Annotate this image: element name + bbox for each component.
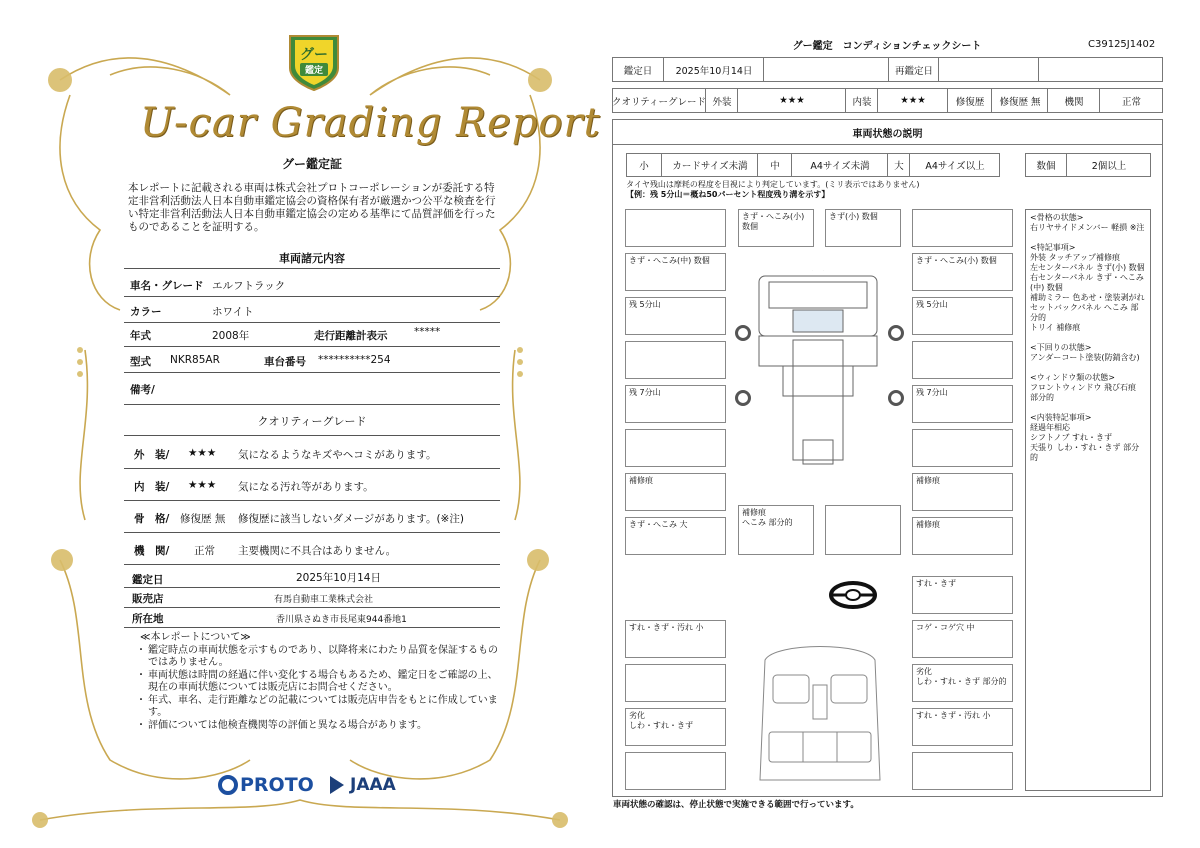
spec-value: 2008年 [212, 330, 250, 342]
note-line: セットバックパネル へこみ 部分的 [1030, 303, 1139, 322]
damage-text: 補修痕 [742, 508, 766, 517]
note-line: トリイ 補修痕 [1030, 323, 1081, 332]
legend-large: 大 [887, 154, 910, 176]
spec-row-name [124, 270, 500, 297]
note-line: 右リヤサイドメンバー 軽損 ※注 [1030, 223, 1145, 232]
spec-row-model [124, 346, 500, 373]
grade-label: 骨 格/ [134, 513, 170, 525]
info-label: 販売店 [132, 593, 164, 605]
grade-desc: 気になるようなキズやヘコミがあります。 [238, 449, 437, 461]
spec-label: 年式 [130, 330, 151, 342]
note-line: 左センターパネル きず(小) 数個 [1030, 263, 1145, 272]
tire-icon [735, 390, 751, 406]
notes-title: ≪本レポートについて≫ [140, 632, 251, 643]
spec-label: 車台番号 [264, 356, 306, 368]
damage-box-left-1 [625, 253, 726, 291]
damage-text: 補修痕 [916, 520, 940, 529]
interior-label: 内装 [845, 89, 878, 112]
spec-label: 型式 [130, 356, 151, 368]
note-line: <ウィンドウ類の状態> [1030, 373, 1115, 382]
spec-value: NKR85AR [170, 354, 220, 366]
damage-box [912, 341, 1013, 379]
note-spacer [1030, 363, 1146, 373]
badge-bottom-text: 鑑定 [300, 63, 328, 76]
note-item: ・ 評価については他検査機関等の評価と異なる場合があります。 [138, 720, 498, 733]
steering-wheel-icon [828, 580, 878, 610]
spec-label: 走行距離計表示 [314, 330, 388, 342]
interior-box-right-2 [912, 620, 1013, 658]
jaaa-mark-icon [328, 774, 346, 796]
grade-label: 機 関/ [134, 545, 170, 557]
spec-row-year [124, 322, 500, 347]
note-line: <骨格の状態> [1030, 213, 1084, 222]
damage-box [625, 209, 726, 247]
damage-box [825, 505, 901, 555]
sheet-title: グー鑑定 コンディションチェックシート [792, 41, 982, 52]
note-line: シフトノブ すれ・きず [1030, 433, 1113, 442]
damage-text: すれ・きず・汚れ 小 [916, 711, 991, 720]
interior-box-left-3 [625, 708, 726, 746]
count-legend [1025, 153, 1151, 177]
report-notes [138, 632, 498, 732]
redate-label: 再鑑定日 [888, 58, 939, 81]
interior-box-right-1 [912, 576, 1013, 614]
info-label: 鑑定日 [132, 574, 164, 586]
damage-box-right-1 [912, 253, 1013, 291]
damage-text: すれ・きず [916, 579, 956, 588]
grade-row-interior [124, 468, 500, 501]
grade-value: 正常 [194, 545, 215, 557]
damage-text: きず・へこみ 大 [629, 520, 688, 529]
proto-logo [218, 772, 314, 798]
grade-desc: 修復歴に該当しないダメージがあります。(※注) [238, 513, 464, 525]
sheet-footer: 車両状態の確認は、停止状態で実施できる範囲で行っています。 [613, 800, 859, 810]
quality-label: クオリティーグレード [611, 96, 707, 108]
note-line: <下回りの状態> [1030, 343, 1092, 352]
interior-box [912, 752, 1013, 790]
damage-box-right-6 [912, 473, 1013, 511]
repair-label: 修復歴 [947, 89, 992, 112]
report-script-title: U-car Grading Report [140, 100, 601, 146]
spec-value: エルフトラック [212, 280, 286, 292]
info-row-dealer [124, 587, 500, 608]
tire-note-line: タイヤ残山は摩耗の程度を目視により判定しています。(ミリ表示ではありません) [626, 180, 920, 189]
damage-text: へこみ 部分的 [742, 518, 793, 527]
damage-text: 劣化 [916, 667, 932, 676]
note-item: ・ 年式、車名、走行距離などの記載については販売店申告をもとに作成しています。 [138, 695, 498, 720]
tire-note-example: 【例：残 5分山＝概ね50パーセント程度残り溝を示す】 [626, 190, 830, 199]
engine-value: 正常 [1099, 89, 1163, 112]
engine-label: 機関 [1047, 89, 1100, 112]
interior-box-left-1 [625, 620, 726, 658]
exterior-value: ★★★ [737, 89, 846, 112]
tire-note [626, 180, 1026, 200]
damage-text: 補修痕 [916, 476, 940, 485]
legend-large-desc: A4サイズ以上 [909, 154, 1000, 176]
interior-box [625, 664, 726, 702]
damage-text: 劣化 [629, 711, 645, 720]
legend-count-value: 2個以上 [1066, 154, 1151, 176]
grade-row-engine [124, 532, 500, 565]
info-label: 所在地 [132, 613, 164, 625]
tire-icon [888, 325, 904, 341]
grade-value: 修復歴 無 [180, 513, 226, 525]
damage-box-top-2 [825, 209, 901, 247]
damage-box [625, 429, 726, 467]
empty-cell [763, 58, 889, 81]
condition-notes [1025, 209, 1151, 791]
legend-small-desc: カードサイズ未満 [661, 154, 758, 176]
damage-text: しわ・すれ・きず 部分的 [916, 677, 1007, 686]
exterior-label: 外装 [705, 89, 738, 112]
damage-text: すれ・きず・汚れ 小 [629, 623, 704, 632]
interior-diagram [755, 640, 885, 785]
damage-text: コゲ・コゲ穴 中 [916, 623, 975, 632]
note-spacer [1030, 333, 1146, 343]
condition-section [612, 119, 1163, 797]
truck-top-diagram [723, 270, 913, 470]
spec-value: ホワイト [212, 306, 254, 318]
grade-label: 内 装/ [134, 481, 170, 493]
interior-box [625, 752, 726, 790]
grade-value: ★★★ [188, 479, 217, 491]
grade-desc: 気になる汚れ等があります。 [238, 481, 374, 493]
damage-text: きず・へこみ(中) 数個 [629, 256, 710, 265]
certificate-text: 本レポートに記載される車両は株式会社プロトコーポレーションが委託する特定非営利活動法人日本自動車鑑定協会の資格保有者が厳選かつ公平な検査を行い特定非営利活動法人日本自動車鑑定協会の定める基準にて品質評価を行ったものであることを証明する。 [128, 182, 496, 233]
note-line: 右センターパネル きず・へこみ(中) 数個 [1030, 273, 1144, 292]
date-row [612, 57, 1163, 82]
note-line: 天張り しわ・すれ・きず 部分的 [1030, 443, 1140, 462]
proto-logo-text: PROTO [240, 774, 314, 796]
spec-label: 備考/ [130, 384, 155, 396]
tire-icon [735, 325, 751, 341]
legend-medium-desc: A4サイズ未満 [791, 154, 888, 176]
info-value: 有馬自動車工業株式会社 [274, 595, 374, 605]
grade-value: ★★★ [188, 447, 217, 459]
damage-text: 残 7分山 [916, 388, 948, 397]
quality-grade-title: クオリティーグレード [257, 415, 367, 428]
note-line: 補助ミラー 色あせ・塗装剥がれ [1030, 293, 1145, 302]
legend-medium: 中 [757, 154, 792, 176]
jaaa-logo [328, 772, 396, 798]
redate-value [938, 58, 1039, 81]
damage-box [625, 341, 726, 379]
note-item: ・ 鑑定時点の車両状態を示すものであり、以降将来にわたり品質を保証するものではありません。 [138, 645, 498, 670]
info-row-address [124, 607, 500, 628]
grade-label: 外 装/ [134, 449, 170, 461]
damage-box [912, 429, 1013, 467]
grade-desc: 主要機関に不具合はありません。 [238, 545, 397, 557]
interior-box-right-4 [912, 708, 1013, 746]
damage-box-top-1 [738, 209, 814, 247]
specs-title: 車両諸元内容 [279, 252, 345, 265]
damage-text: きず・へこみ(小) 数個 [742, 212, 805, 231]
damage-text: 補修痕 [629, 476, 653, 485]
grade-row-frame [124, 500, 500, 533]
spec-row-color [124, 296, 500, 323]
spec-value: **********254 [318, 354, 391, 366]
empty-cell [1038, 58, 1163, 81]
section-title: 車両状態の説明 [613, 120, 1162, 145]
divider [124, 268, 500, 269]
goo-badge-logo [286, 30, 342, 92]
damage-box [912, 209, 1013, 247]
repair-value: 修復歴 無 [991, 89, 1048, 112]
info-value: 香川県さぬき市長尾東944番地1 [276, 615, 407, 625]
damage-text: 残 5分山 [629, 300, 661, 309]
spec-label: カラー [130, 306, 162, 318]
note-line: <特記事項> [1030, 243, 1076, 252]
info-value: 2025年10月14日 [296, 572, 381, 584]
interior-box-right-3 [912, 664, 1013, 702]
tire-icon [888, 390, 904, 406]
note-line: フロントウィンドウ 飛び石痕 部分的 [1030, 383, 1137, 402]
damage-text: きず・へこみ(小) 数個 [916, 256, 997, 265]
date-label: 鑑定日 [623, 65, 653, 77]
legend-count-label: 数個 [1036, 161, 1056, 172]
date-value: 2025年10月14日 [663, 58, 764, 81]
proto-mark-icon [218, 774, 238, 796]
sheet-code: C39125J1402 [1088, 39, 1156, 50]
damage-text: しわ・すれ・きず [629, 721, 693, 730]
damage-text: 残 5分山 [916, 300, 948, 309]
legend-small: 小 [639, 161, 649, 172]
quality-row [612, 88, 1163, 113]
size-legend [626, 153, 1000, 177]
note-item: ・ 車両状態は時間の経過に伴い変化する場合もあるため、鑑定日をご確認の上、現在の車両状態については販売店にお問合せください。 [138, 670, 498, 695]
spec-row-remarks [124, 372, 500, 405]
damage-box-bottom-1 [738, 505, 814, 555]
note-line: 経過年相応 [1030, 423, 1070, 432]
info-row-date [124, 567, 500, 588]
damage-text: 残 7分山 [629, 388, 661, 397]
certificate-title: グー鑑定証 [281, 157, 342, 171]
interior-value: ★★★ [877, 89, 948, 112]
badge-top-text: グー [300, 47, 328, 63]
grade-row-exterior [124, 436, 500, 469]
spec-label: 車名・グレード [130, 280, 204, 292]
jaaa-logo-text: JAAA [350, 775, 396, 795]
note-spacer [1030, 233, 1146, 243]
damage-box-right-2 [912, 297, 1013, 335]
note-line: 外装 タッチアップ補修痕 [1030, 253, 1120, 262]
damage-box-left-2 [625, 297, 726, 335]
damage-box-left-7 [625, 517, 726, 555]
note-spacer [1030, 403, 1146, 413]
damage-box-right-7 [912, 517, 1013, 555]
damage-box-right-4 [912, 385, 1013, 423]
damage-box-left-4 [625, 385, 726, 423]
note-line: <内装特記事項> [1030, 413, 1092, 422]
damage-box-left-6 [625, 473, 726, 511]
note-line: アンダーコート塗装(防錆含む) [1030, 353, 1140, 362]
damage-text: きず(小) 数個 [829, 212, 878, 221]
spec-value: ***** [414, 326, 441, 338]
